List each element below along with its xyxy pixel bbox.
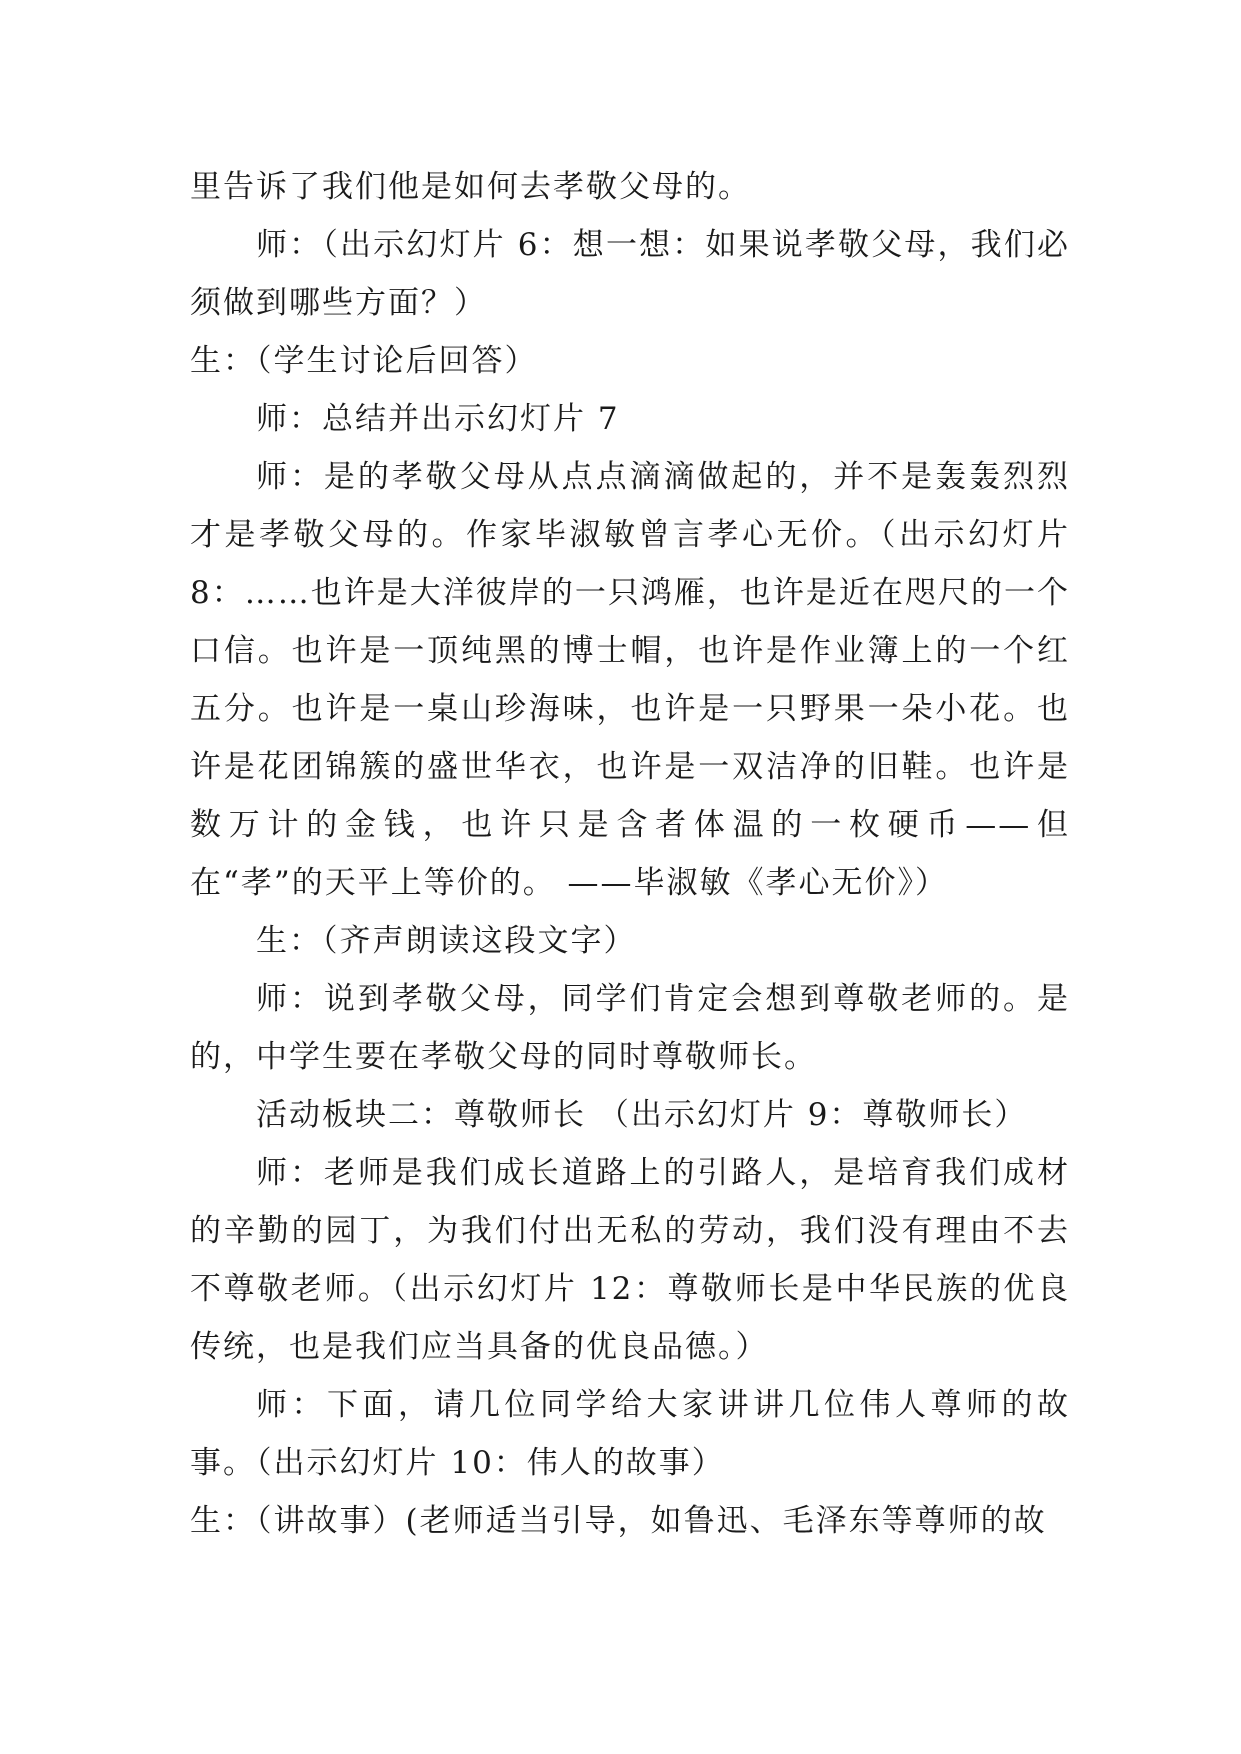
paragraph: 活动板块二：尊敬师长 （出示幻灯片 9：尊敬师长） [256,1097,1028,1133]
paragraph: 师：下面，请几位同学给大家讲讲几位伟人尊师的故事。（出示幻灯片 10：伟人的故事） [190,1387,1070,1481]
paragraph: 生：（学生讨论后回答） [190,343,538,379]
paragraph: 师：老师是我们成长道路上的引路人，是培育我们成材的辛勤的园丁，为我们付出无私的劳动，我们没有理由不去不尊敬老师。（出示幻灯片 12：尊敬师长是中华民族的优良传统，也是我们应当具备的优良品德。） [190,1155,1070,1365]
paragraph: 师：（出示幻灯片 6：想一想：如果说孝敬父母，我们必须做到哪些方面？） [190,227,1070,321]
paragraph: 生：（齐声朗读这段文字） [256,923,637,959]
paragraph: 里告诉了我们他是如何去孝敬父母的。 [190,169,751,205]
paragraph: 师：总结并出示幻灯片 7 [256,401,620,437]
paragraph: 师：是的孝敬父母从点点滴滴做起的，并不是轰轰烈烈才是孝敬父母的。作家毕淑敏曾言孝心无价。（出示幻灯片 8：……也许是大洋彼岸的一只鸿雁，也许是近在咫尺的一个口信。也许是一顶纯黑的博士帽，也许是作业簿上的一个红五分。也许是一桌山珍海味，也许是一只野果一朵小花。也许是花团锦簇的盛世华衣，也许是一双洁净的旧鞋。也许是数万计的金钱，也许只是含者体温的一枚硬币——但在“孝”的天平上等价的。 ——毕淑敏《孝心无价》） [190,459,1070,901]
document-body [190,158,1070,1550]
paragraph: 生：（讲故事）(老师适当引导，如鲁迅、毛泽东等尊师的故 [190,1503,1047,1539]
paragraph: 师：说到孝敬父母，同学们肯定会想到尊敬老师的。是的，中学生要在孝敬父母的同时尊敬师长。 [190,981,1070,1075]
